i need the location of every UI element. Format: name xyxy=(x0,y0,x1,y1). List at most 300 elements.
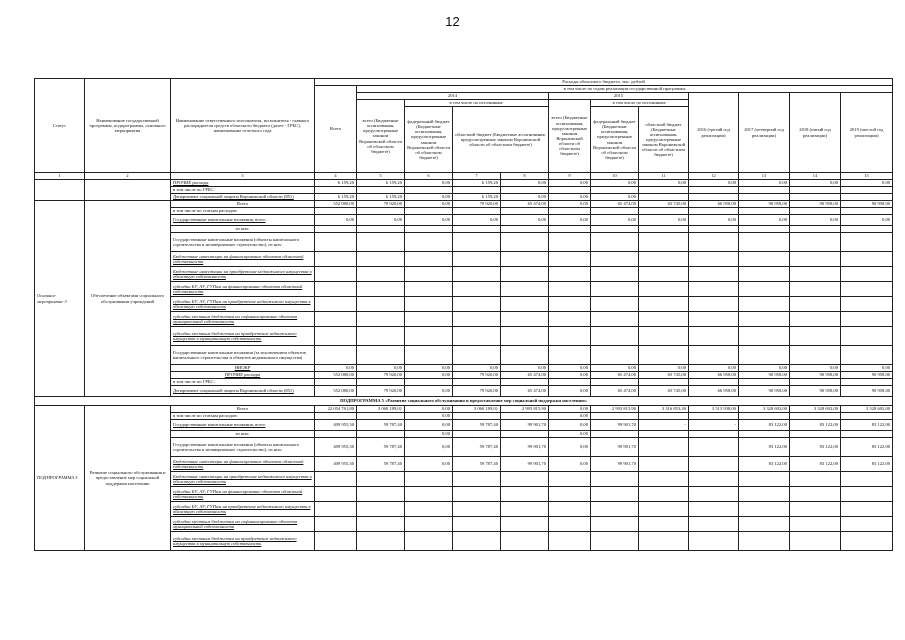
value-cell xyxy=(453,282,501,297)
value-cell: 83 122,00 xyxy=(790,457,841,472)
value-cell xyxy=(790,194,841,201)
value-cell: 90 958,00 xyxy=(790,372,841,379)
value-cell xyxy=(639,438,689,457)
value-cell xyxy=(453,379,501,386)
value-cell xyxy=(689,282,739,297)
table-row xyxy=(35,180,893,187)
value-cell xyxy=(501,226,549,233)
header-total: Всего xyxy=(315,86,357,173)
value-cell xyxy=(357,233,405,252)
value-cell xyxy=(501,312,549,327)
value-cell: - xyxy=(639,420,689,431)
header-total-2015: всего (Бюджетные ассигнования, предусмотренные законом Воронежской области об областном бюджете) xyxy=(549,100,591,173)
value-cell: 99 901,70 xyxy=(591,438,639,457)
value-cell: 0,00 xyxy=(405,438,453,457)
value-cell xyxy=(549,327,591,346)
value-cell xyxy=(357,282,405,297)
header-fed-2015: федеральный бюджет (Бюджетные ассигнования, предусмотренные законом Воронежской области об областном бюджете) xyxy=(591,107,639,173)
value-cell: 3 060 189,01 xyxy=(357,406,405,413)
value-cell xyxy=(591,327,639,346)
subprogram-title: ПОДПРОГРАММА 5 «Развитие социального обслуживания и предоставление мер социальной поддержки населению» xyxy=(35,397,893,406)
value-cell xyxy=(639,517,689,532)
value-cell xyxy=(689,532,739,551)
value-cell xyxy=(591,312,639,327)
value-cell xyxy=(453,187,501,194)
value-cell: 0,00 xyxy=(405,431,453,438)
status-cell: Основное мероприятие 3 xyxy=(35,201,85,397)
value-cell xyxy=(739,532,790,551)
value-cell xyxy=(591,431,639,438)
value-cell xyxy=(790,487,841,502)
value-cell xyxy=(639,208,689,215)
value-cell xyxy=(315,517,357,532)
value-cell: 3 328 692,00 xyxy=(790,406,841,413)
value-cell xyxy=(739,346,790,365)
header-year-2015: 2015 xyxy=(549,93,689,100)
row-label: в том числе по ГРБС: xyxy=(171,379,315,386)
header-total-2014: всего (Бюджетные ассигнования, предусмотренные законом Воронежской области об областном бюджете) xyxy=(357,100,405,173)
value-cell xyxy=(549,187,591,194)
value-cell xyxy=(639,233,689,252)
value-cell xyxy=(639,297,689,312)
value-cell xyxy=(357,532,405,551)
value-cell xyxy=(591,233,639,252)
value-cell xyxy=(841,346,893,365)
page-number: 12 xyxy=(445,14,460,29)
value-cell xyxy=(790,379,841,386)
value-cell xyxy=(453,346,501,365)
value-cell: 59 787,40 xyxy=(453,420,501,431)
value-cell: 2 993 815,90 xyxy=(501,406,549,413)
value-cell: 0,00 xyxy=(549,372,591,379)
value-cell xyxy=(739,297,790,312)
value-cell: 0,00 xyxy=(501,180,549,187)
value-cell xyxy=(453,487,501,502)
row-label: Бюджетные инвестиции на финансирование объектов областной собственности xyxy=(171,457,315,472)
value-cell: 79 920,00 xyxy=(357,201,405,208)
value-cell xyxy=(357,327,405,346)
value-cell: 83 122,00 xyxy=(739,457,790,472)
value-cell: 3 060 189,01 xyxy=(453,406,501,413)
value-cell xyxy=(639,413,689,420)
value-cell: 0,00 xyxy=(549,457,591,472)
row-label: Государственные капитальные вложения (за исключением объектов капитального строительства и объектов недвижимого имущества) xyxy=(171,346,315,365)
header-year-2014: 2014 xyxy=(357,93,549,100)
value-cell xyxy=(591,267,639,282)
value-cell xyxy=(841,297,893,312)
header-reg-2015: областной бюджет (Бюджетные ассигнования, предусмотренные законом Воронежской области об областном бюджете) xyxy=(639,107,689,173)
value-cell xyxy=(357,346,405,365)
value-cell xyxy=(739,502,790,517)
value-cell: 90 958,00 xyxy=(790,201,841,208)
value-cell xyxy=(739,517,790,532)
value-cell xyxy=(501,346,549,365)
status-cell: ПОДПРОГРАММА 5 xyxy=(35,406,85,551)
value-cell xyxy=(315,297,357,312)
value-cell: 0,00 xyxy=(549,201,591,208)
value-cell: 66 958,00 xyxy=(689,386,739,397)
value-cell: 0,00 xyxy=(841,215,893,226)
value-cell xyxy=(790,517,841,532)
header-fed-2014: федеральный бюджет (Бюджетные ассигнования, предусмотренные законом Воронежской области об областном бюджете) xyxy=(405,107,453,173)
value-cell xyxy=(639,267,689,282)
column-number: 15 xyxy=(841,173,893,180)
value-cell: 0,00 xyxy=(315,365,357,372)
value-cell xyxy=(357,487,405,502)
header-executor: Наименование ответственного исполнителя, исполнителя - главного распорядителя средств областного бюджета (далее - ГРБС), наименование отчетного года xyxy=(171,79,315,173)
value-cell xyxy=(549,532,591,551)
value-cell: 83 122,00 xyxy=(841,420,893,431)
value-cell xyxy=(315,487,357,502)
row-label: Бюджетные инвестиции на приобретение недвижимого имущества в областную собственность xyxy=(171,472,315,487)
value-cell xyxy=(405,282,453,297)
row-label: Всего xyxy=(171,201,315,208)
value-cell xyxy=(501,297,549,312)
value-cell: 90 958,00 xyxy=(841,386,893,397)
column-number: 9 xyxy=(549,173,591,180)
value-cell xyxy=(591,252,639,267)
row-label: Государственные капитальные вложения (объекты капитального строительства и незавершенное строительство), из них: xyxy=(171,233,315,252)
value-cell xyxy=(549,472,591,487)
value-cell xyxy=(501,187,549,194)
value-cell xyxy=(689,187,739,194)
value-cell xyxy=(315,187,357,194)
header-incl-sources-2015: в том числе по источникам: xyxy=(591,100,689,107)
value-cell: 65 474,00 xyxy=(501,372,549,379)
value-cell: 0,00 xyxy=(357,365,405,372)
value-cell: 0,00 xyxy=(405,420,453,431)
row-label: в том числе по ГРБС: xyxy=(171,187,315,194)
value-cell xyxy=(639,472,689,487)
value-cell xyxy=(501,472,549,487)
value-cell xyxy=(453,208,501,215)
value-cell: 59 787,40 xyxy=(357,457,405,472)
value-cell: 99 901,70 xyxy=(501,457,549,472)
value-cell xyxy=(689,194,739,201)
value-cell xyxy=(405,252,453,267)
value-cell xyxy=(315,267,357,282)
value-cell xyxy=(739,487,790,502)
value-cell xyxy=(790,327,841,346)
column-number: 12 xyxy=(689,173,739,180)
value-cell xyxy=(841,413,893,420)
value-cell xyxy=(315,413,357,420)
header-y2019: 2019 (шестой год реализации) xyxy=(841,93,893,173)
value-cell xyxy=(639,346,689,365)
value-cell: 0,00 xyxy=(549,420,591,431)
row-label: НИОКР xyxy=(171,365,315,372)
value-cell xyxy=(639,327,689,346)
value-cell xyxy=(405,487,453,502)
value-cell xyxy=(639,379,689,386)
value-cell: 0,00 xyxy=(405,215,453,226)
value-cell xyxy=(790,413,841,420)
value-cell xyxy=(357,413,405,420)
value-cell xyxy=(689,502,739,517)
value-cell xyxy=(790,472,841,487)
name-cell xyxy=(85,180,171,201)
value-cell: 0,00 xyxy=(549,180,591,187)
value-cell xyxy=(591,187,639,194)
value-cell: 6 159,20 xyxy=(315,180,357,187)
value-cell xyxy=(405,532,453,551)
value-cell: 79 920,00 xyxy=(357,372,405,379)
value-cell: 65 474,00 xyxy=(501,386,549,397)
value-cell xyxy=(501,413,549,420)
value-cell xyxy=(405,502,453,517)
value-cell: 99 901,70 xyxy=(501,438,549,457)
value-cell: 0,00 xyxy=(405,194,453,201)
value-cell xyxy=(315,532,357,551)
value-cell xyxy=(549,226,591,233)
value-cell: 90 958,00 xyxy=(739,372,790,379)
value-cell: 0,00 xyxy=(639,365,689,372)
value-cell xyxy=(549,233,591,252)
value-cell: 79 920,00 xyxy=(357,386,405,397)
value-cell xyxy=(591,282,639,297)
row-label: из них: xyxy=(171,226,315,233)
value-cell: 83 122,00 xyxy=(739,438,790,457)
value-cell: 0,00 xyxy=(790,180,841,187)
value-cell: 65 745,00 xyxy=(639,386,689,397)
value-cell: 0,00 xyxy=(405,201,453,208)
value-cell: 59 787,40 xyxy=(453,457,501,472)
value-cell: 6 159,20 xyxy=(357,180,405,187)
value-cell: 0,00 xyxy=(549,438,591,457)
value-cell: 0,00 xyxy=(689,365,739,372)
value-cell xyxy=(739,208,790,215)
value-cell xyxy=(549,502,591,517)
value-cell xyxy=(841,194,893,201)
value-cell xyxy=(689,472,739,487)
value-cell xyxy=(549,487,591,502)
header-years-title: в том числе по годам реализации государственной программы xyxy=(357,86,893,93)
value-cell: 66 958,00 xyxy=(689,372,739,379)
value-cell xyxy=(841,282,893,297)
value-cell: 79 920,00 xyxy=(453,201,501,208)
value-cell: 0,00 xyxy=(790,365,841,372)
value-cell xyxy=(790,282,841,297)
value-cell xyxy=(790,431,841,438)
value-cell xyxy=(591,517,639,532)
value-cell xyxy=(639,431,689,438)
value-cell xyxy=(689,327,739,346)
value-cell: 0,00 xyxy=(790,215,841,226)
value-cell xyxy=(639,187,689,194)
value-cell xyxy=(639,532,689,551)
value-cell: 65 474,00 xyxy=(591,372,639,379)
value-cell: 99 901,70 xyxy=(591,457,639,472)
value-cell xyxy=(315,233,357,252)
value-cell xyxy=(315,312,357,327)
value-cell xyxy=(591,226,639,233)
value-cell xyxy=(405,472,453,487)
column-number: 6 xyxy=(405,173,453,180)
row-label: ПРОЧИЕ расходы xyxy=(171,180,315,187)
value-cell xyxy=(639,252,689,267)
value-cell xyxy=(357,312,405,327)
value-cell: 3 513 938,00 xyxy=(689,406,739,413)
value-cell xyxy=(739,194,790,201)
column-number-row xyxy=(35,173,893,180)
value-cell xyxy=(841,431,893,438)
value-cell: 2 993 815,90 xyxy=(591,406,639,413)
value-cell: 0,00 xyxy=(405,406,453,413)
row-label: из них: xyxy=(171,431,315,438)
value-cell xyxy=(639,282,689,297)
value-cell: 0,00 xyxy=(405,386,453,397)
value-cell: 59 787,40 xyxy=(453,438,501,457)
value-cell: 6 159,20 xyxy=(357,194,405,201)
value-cell: 0,00 xyxy=(639,180,689,187)
value-cell: 3 328 692,00 xyxy=(841,406,893,413)
header-y2017: 2017 (четвертый год реализации) xyxy=(739,93,790,173)
value-cell xyxy=(501,431,549,438)
value-cell xyxy=(790,312,841,327)
value-cell xyxy=(315,502,357,517)
value-cell xyxy=(357,379,405,386)
value-cell xyxy=(790,532,841,551)
value-cell xyxy=(841,252,893,267)
value-cell: 0,00 xyxy=(501,194,549,201)
value-cell xyxy=(739,267,790,282)
row-label: Департамент социальной защиты Воронежской области (851) xyxy=(171,386,315,397)
value-cell xyxy=(405,327,453,346)
value-cell xyxy=(739,472,790,487)
value-cell xyxy=(315,379,357,386)
value-cell xyxy=(453,472,501,487)
value-cell: 552 080,00 xyxy=(315,386,357,397)
value-cell xyxy=(501,379,549,386)
value-cell xyxy=(689,226,739,233)
value-cell: 0,00 xyxy=(405,180,453,187)
value-cell: 552 080,00 xyxy=(315,201,357,208)
value-cell xyxy=(689,413,739,420)
value-cell xyxy=(841,327,893,346)
value-cell xyxy=(549,267,591,282)
value-cell xyxy=(453,431,501,438)
value-cell xyxy=(591,346,639,365)
value-cell: 0,00 xyxy=(357,215,405,226)
value-cell xyxy=(549,282,591,297)
value-cell xyxy=(501,487,549,502)
column-number: 13 xyxy=(739,173,790,180)
value-cell: 0,00 xyxy=(405,413,453,420)
value-cell xyxy=(549,517,591,532)
value-cell xyxy=(790,297,841,312)
value-cell xyxy=(841,208,893,215)
row-label: субсидии местным бюджетам на приобретение недвижимого имущества в муниципальную собственность xyxy=(171,327,315,346)
value-cell xyxy=(453,517,501,532)
value-cell: 0,00 xyxy=(405,365,453,372)
value-cell xyxy=(501,233,549,252)
value-cell xyxy=(357,431,405,438)
value-cell: 0,00 xyxy=(315,215,357,226)
value-cell xyxy=(790,502,841,517)
value-cell xyxy=(315,208,357,215)
value-cell: 83 122,00 xyxy=(790,420,841,431)
value-cell: 0,00 xyxy=(549,431,591,438)
value-cell xyxy=(501,517,549,532)
value-cell xyxy=(549,297,591,312)
value-cell xyxy=(357,472,405,487)
budget-table xyxy=(34,78,893,551)
value-cell: 0,00 xyxy=(591,180,639,187)
value-cell xyxy=(639,457,689,472)
value-cell xyxy=(739,233,790,252)
value-cell: 66 958,00 xyxy=(689,201,739,208)
value-cell: 83 122,00 xyxy=(841,438,893,457)
value-cell xyxy=(315,252,357,267)
value-cell xyxy=(591,379,639,386)
value-cell xyxy=(689,233,739,252)
value-cell: 79 920,00 xyxy=(453,386,501,397)
value-cell xyxy=(790,208,841,215)
value-cell xyxy=(790,252,841,267)
value-cell xyxy=(591,487,639,502)
header-y2018: 2018 (пятый год реализации) xyxy=(790,93,841,173)
value-cell: 90 958,00 xyxy=(841,372,893,379)
value-cell: 83 122,00 xyxy=(790,438,841,457)
value-cell xyxy=(453,267,501,282)
header-reg-2014: областной бюджет (Бюджетные ассигнования, предусмотренные законом Воронежской области об областном бюджете) xyxy=(453,107,549,173)
value-cell xyxy=(591,297,639,312)
value-cell xyxy=(841,532,893,551)
value-cell xyxy=(453,297,501,312)
value-cell: 3 328 692,00 xyxy=(739,406,790,413)
header-program-name: Наименование государственной программы, подпрограммы, основного мероприятия xyxy=(85,79,171,173)
value-cell: 409 955,30 xyxy=(315,438,357,457)
value-cell xyxy=(315,346,357,365)
header-incl-sources-2014: в том числе по источникам: xyxy=(405,100,549,107)
value-cell xyxy=(841,233,893,252)
value-cell: 65 474,00 xyxy=(501,201,549,208)
value-cell: 0,00 xyxy=(549,215,591,226)
row-label: Государственные капитальные вложения, всего xyxy=(171,420,315,431)
value-cell xyxy=(689,487,739,502)
value-cell xyxy=(739,379,790,386)
value-cell xyxy=(689,267,739,282)
value-cell xyxy=(549,312,591,327)
value-cell: 0,00 xyxy=(689,215,739,226)
row-label: в том числе по статьям расходов: xyxy=(171,208,315,215)
value-cell xyxy=(790,267,841,282)
value-cell xyxy=(501,252,549,267)
value-cell xyxy=(357,187,405,194)
value-cell xyxy=(739,413,790,420)
header-status: Статус xyxy=(35,79,85,173)
value-cell xyxy=(591,502,639,517)
value-cell: 0,00 xyxy=(453,215,501,226)
value-cell: 0,00 xyxy=(501,365,549,372)
table-row xyxy=(35,201,893,208)
value-cell xyxy=(739,187,790,194)
value-cell xyxy=(405,233,453,252)
value-cell xyxy=(790,233,841,252)
value-cell xyxy=(841,187,893,194)
value-cell xyxy=(689,457,739,472)
value-cell: 65 745,00 xyxy=(639,201,689,208)
value-cell xyxy=(841,517,893,532)
value-cell xyxy=(639,226,689,233)
value-cell xyxy=(453,413,501,420)
value-cell xyxy=(841,267,893,282)
value-cell xyxy=(841,487,893,502)
value-cell xyxy=(591,208,639,215)
value-cell: 99 901,70 xyxy=(501,420,549,431)
value-cell xyxy=(501,502,549,517)
value-cell xyxy=(453,233,501,252)
